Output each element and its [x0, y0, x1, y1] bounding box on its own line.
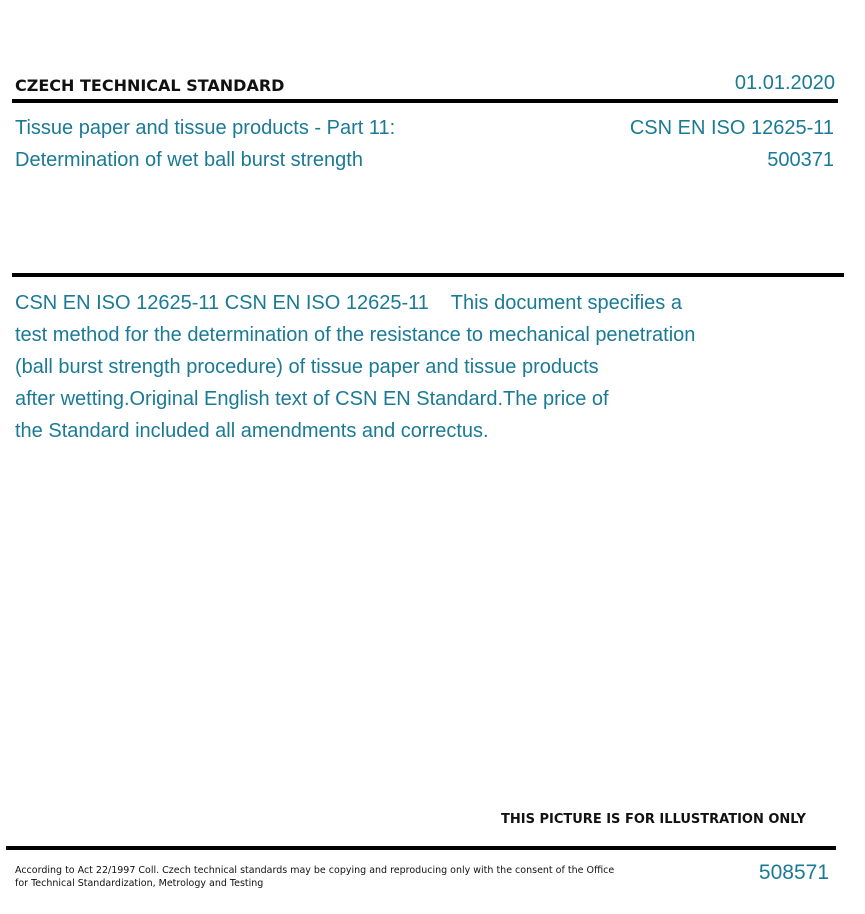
description-line-2: test method for the determination of the resistance to mechanical penetration: [15, 324, 696, 346]
standard-type-heading: CZECH TECHNICAL STANDARD: [15, 76, 285, 95]
section-divider: [12, 273, 844, 277]
document-title-line-2: Determination of wet ball burst strength: [15, 149, 363, 171]
description-line-3: (ball burst strength procedure) of tissue paper and tissue products: [15, 356, 599, 378]
legal-notice-line-2: for Technical Standardization, Metrology and Testing: [15, 878, 264, 889]
footer-code: 508571: [758, 861, 829, 884]
description-line-1: CSN EN ISO 12625-11 CSN EN ISO 12625-11 This document specifies a: [15, 292, 682, 314]
standard-code: CSN EN ISO 12625-11: [629, 117, 834, 139]
description-line-4: after wetting.Original English text of CSN EN Standard.The price of: [15, 388, 609, 410]
document-title-line-1: Tissue paper and tissue products - Part 11:: [15, 117, 396, 139]
description-line-5: the Standard included all amendments and correctus.: [15, 420, 489, 442]
catalog-number: 500371: [767, 149, 834, 171]
illustration-disclaimer: THIS PICTURE IS FOR ILLUSTRATION ONLY: [501, 812, 806, 827]
legal-notice-line-1: According to Act 22/1997 Coll. Czech technical standards may be copying and reproducing only with the consent of the Office: [15, 865, 615, 876]
footer-divider: [6, 846, 836, 850]
effective-date: 01.01.2020: [734, 72, 835, 94]
header-divider: [12, 99, 838, 103]
